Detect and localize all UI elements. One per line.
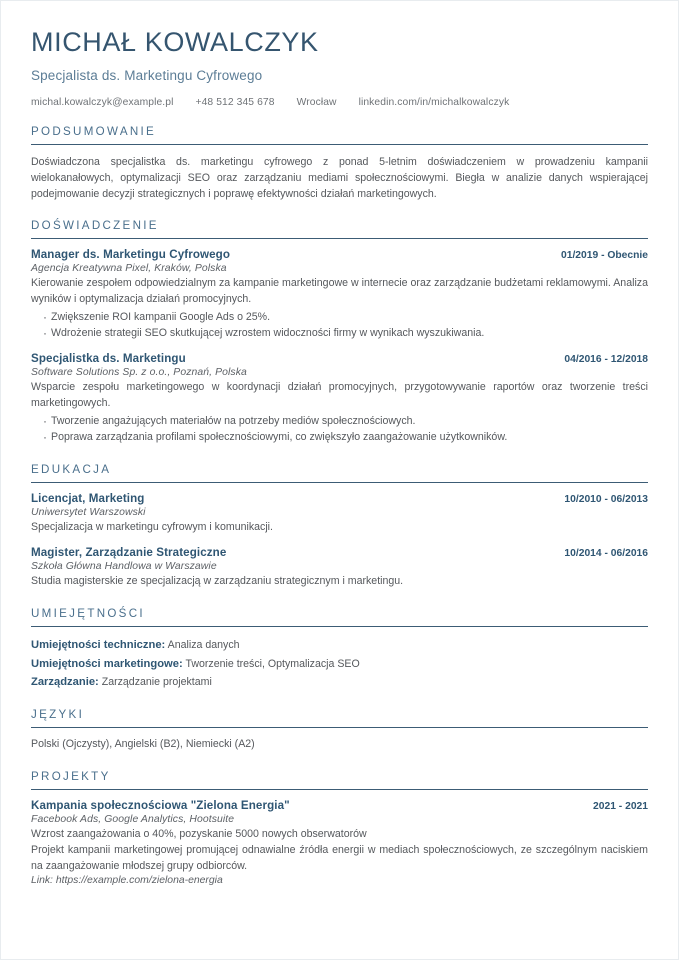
section-divider — [31, 727, 648, 728]
section-divider — [31, 482, 648, 483]
section-title-projects: PROJEKTY — [31, 769, 111, 783]
contact-email[interactable]: michal.kowalczyk@example.pl — [31, 97, 174, 109]
entry-header — [31, 352, 648, 365]
section-divider — [31, 238, 648, 239]
section-education — [31, 463, 648, 591]
skill-value: Analiza danych — [167, 639, 240, 652]
candidate-job-title: Specjalista ds. Marketingu Cyfrowego — [31, 68, 263, 84]
section-divider — [31, 144, 648, 145]
school-name: Szkoła Główna Handlowa w Warszawie — [31, 561, 217, 573]
job-description: Kierowanie zespołem odpowiedzialnym za kampanie marketingowe w internecie oraz zarządzanie budżetami reklamowymi. Analiza wyników i optymalizacja działań promocyjnych. — [31, 277, 648, 306]
skill-label: Umiejętności techniczne: — [31, 639, 166, 652]
degree-title: Licencjat, Marketing — [31, 491, 145, 505]
entry-header — [31, 546, 648, 559]
experience-entry — [31, 352, 648, 445]
section-languages — [31, 708, 648, 753]
project-description: Projekt kampanii marketingowej promującej odnawialne źródła energii w mediach społecznościowych, ze szczególnym naciskiem na zaangażowanie młodszej grupy odbiorców. — [31, 843, 648, 872]
entry-header — [31, 248, 648, 261]
section-summary — [31, 125, 648, 202]
job-bullets — [31, 414, 648, 445]
job-description: Wsparcie zespołu marketingowego w koordynacji działań promocyjnych, przygotowywanie raportów oraz tworzenie treści marketingowych. — [31, 381, 648, 410]
cv-header — [31, 27, 648, 108]
degree-date: 10/2010 - 06/2013 — [564, 493, 648, 505]
degree-description: Studia magisterskie ze specjalizacją w zarządzaniu strategicznym i marketingu. — [31, 575, 404, 588]
project-tools: Facebook Ads, Google Analytics, Hootsuite — [31, 813, 235, 825]
section-title-skills: UMIEJĘTNOŚCI — [31, 607, 145, 621]
project-title: Kampania społecznościowa "Zielona Energia" — [31, 798, 290, 812]
job-bullets — [31, 310, 648, 341]
summary-text: Doświadczona specjalistka ds. marketingu cyfrowego z ponad 5-letnim doświadczeniem w prowadzeniu kampanii wielokanałowych, optymalizacji SEO oraz zarządzaniu mediami społecznościowymi. Biegła w analizie danych wspierającej podejmowanie decyzji strategicznych i poprawę efektywności działań marketingowych. — [31, 156, 648, 201]
education-entry — [31, 546, 648, 590]
contact-linkedin[interactable]: linkedin.com/in/michalkowalczyk — [358, 97, 510, 109]
section-divider — [31, 789, 648, 790]
job-company: Software Solutions Sp. z o.o., Poznań, Polska — [31, 367, 247, 379]
project-result: Wzrost zaangażowania o 40%, pozyskanie 5000 nowych obserwatorów — [31, 827, 367, 840]
contact-location: Wrocław — [296, 97, 337, 109]
section-experience — [31, 219, 648, 445]
degree-description: Specjalizacja w marketingu cyfrowym i komunikacji. — [31, 520, 273, 533]
entry-header — [31, 799, 648, 812]
skill-value: Zarządzanie projektami — [101, 675, 212, 688]
section-projects — [31, 770, 648, 887]
degree-title: Magister, Zarządzanie Strategiczne — [31, 546, 227, 560]
job-bullet: · Wdrożenie strategii SEO skutkującej wzrostem widoczności firmy w wynikach wyszukiwania. — [43, 326, 648, 342]
section-title-experience: DOŚWIADCZENIE — [31, 219, 159, 233]
section-skills — [31, 607, 648, 690]
section-title-summary: PODSUMOWANIE — [31, 125, 157, 139]
project-date: 2021 - 2021 — [593, 800, 648, 812]
contact-phone[interactable]: +48 512 345 678 — [195, 97, 275, 109]
project-link[interactable]: Link: https://example.com/zielona-energia — [31, 875, 223, 887]
entry-header — [31, 492, 648, 505]
education-entry — [31, 492, 648, 536]
skill-value: Tworzenie treści, Optymalizacja SEO — [185, 657, 360, 670]
languages-text: Polski (Ojczysty), Angielski (B2), Niemiecki (A2) — [31, 737, 255, 750]
skill-label: Zarządzanie: — [31, 675, 99, 688]
skill-row — [31, 655, 648, 673]
job-role: Specjalistka ds. Marketingu — [31, 352, 186, 366]
job-bullet: · Zwiększenie ROI kampanii Google Ads o 25%. — [43, 310, 648, 326]
skill-row — [31, 673, 648, 691]
job-bullet: · Tworzenie angażujących materiałów na potrzeby mediów społecznościowych. — [43, 414, 648, 430]
degree-date: 10/2014 - 06/2016 — [564, 548, 648, 560]
job-date: 04/2016 - 12/2018 — [564, 354, 648, 366]
school-name: Uniwersytet Warszowski — [31, 506, 146, 518]
section-divider — [31, 626, 648, 627]
section-title-languages: JĘZYKI — [31, 707, 85, 721]
skill-row — [31, 636, 648, 654]
skill-label: Umiejętności marketingowe: — [31, 657, 183, 670]
job-date: 01/2019 - Obecnie — [560, 250, 648, 262]
contact-line — [31, 97, 648, 108]
job-company: Agencja Kreatywna Pixel, Kraków, Polska — [31, 263, 227, 275]
project-entry — [31, 799, 648, 887]
experience-entry — [31, 248, 648, 341]
candidate-name: MICHAŁ KOWALCZYK — [31, 27, 319, 57]
job-role: Manager ds. Marketingu Cyfrowego — [31, 248, 231, 262]
job-bullet: · Poprawa zarządzania profilami społecznościowymi, co zwiększyło zaangażowanie użytkowników. — [43, 430, 648, 446]
section-title-education: EDUKACJA — [31, 462, 112, 476]
